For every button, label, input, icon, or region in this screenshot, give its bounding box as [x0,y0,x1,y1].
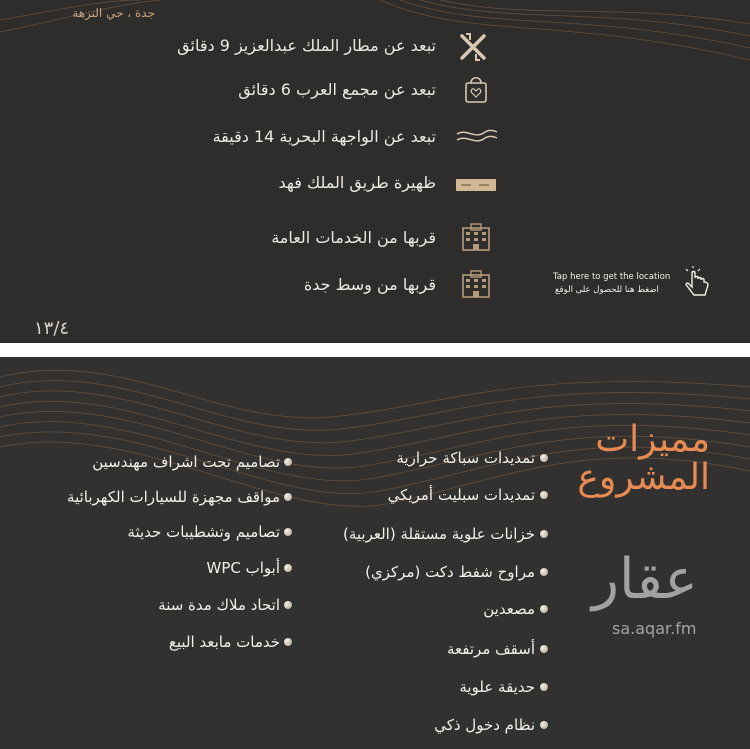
bullet-icon [284,493,292,501]
feature-item: خزانات علوية مستقلة (العربية) [342,525,535,543]
near-public-services: قربها من الخدمات العامة [271,228,436,247]
distance-airport: تبعد عن مطار الملك عبدالعزيز 9 دقائق [177,36,436,55]
king-fahd-road: ظهيرة طريق الملك فهد [278,173,436,192]
feature-item: حديقة علوية [459,678,535,696]
building-icon [459,267,493,301]
location-header: جدة ، حي النزهة [72,6,155,20]
feature-item: تمديدات سبليت أمريكي [387,486,535,504]
bullet-icon [284,528,292,536]
feature-item: خدمات مابعد البيع [168,633,280,651]
feature-item: تمديدات سباكة حرارية [396,449,535,467]
feature-item: أبواب WPC [206,559,280,577]
bullet-icon [540,645,548,653]
page-number: ١٣/٤ [34,318,70,339]
feature-item: اتحاد ملاك مدة سنة [158,596,280,614]
feature-item: مصعدين [483,600,535,618]
aqar-watermark-url: sa.aqar.fm [612,619,697,638]
features-title-line1: مميزات [595,419,710,460]
aqar-watermark-logo: عقار [592,547,698,612]
distance-arab-mall: تبعد عن مجمع العرب 6 دقائق [238,80,436,99]
distance-waterfront: تبعد عن الواجهة البحرية 14 دقيقة [212,127,436,146]
location-link-en[interactable]: Tap here to get the location [553,272,671,282]
feature-item: تصاميم تحت اشراف مهندسين [92,453,280,471]
airplane-icon [456,30,490,64]
bullet-icon [540,568,548,576]
road-icon [455,168,497,202]
location-link-ar[interactable]: اضغط هنا للحصول على الوقع [555,285,659,295]
bullet-icon [284,601,292,609]
near-jeddah-center: قربها من وسط جدة [303,275,436,294]
shopping-bag-icon [459,72,493,106]
bullet-icon [540,605,548,613]
feature-item: مراوح شفط دكت (مركزي) [365,563,535,581]
waves-icon [455,120,499,154]
bullet-icon [284,458,292,466]
feature-item: نظام دخول ذكي [434,716,535,734]
bullet-icon [284,564,292,572]
location-slide [0,0,750,343]
building-icon [459,220,493,254]
tap-hand-icon[interactable] [683,265,713,301]
bullet-icon [540,454,548,462]
feature-item: تصاميم وتشطيبات حديثة [127,523,280,541]
bullet-icon [284,638,292,646]
bullet-icon [540,721,548,729]
bullet-icon [540,491,548,499]
bullet-icon [540,683,548,691]
bullet-icon [540,530,548,538]
features-title-line2: المشروع [577,457,710,498]
features-slide [0,357,750,749]
feature-item: مواقف مجهزة للسيارات الكهربائية [67,488,280,506]
feature-item: أسقف مرتفعة [447,640,535,658]
